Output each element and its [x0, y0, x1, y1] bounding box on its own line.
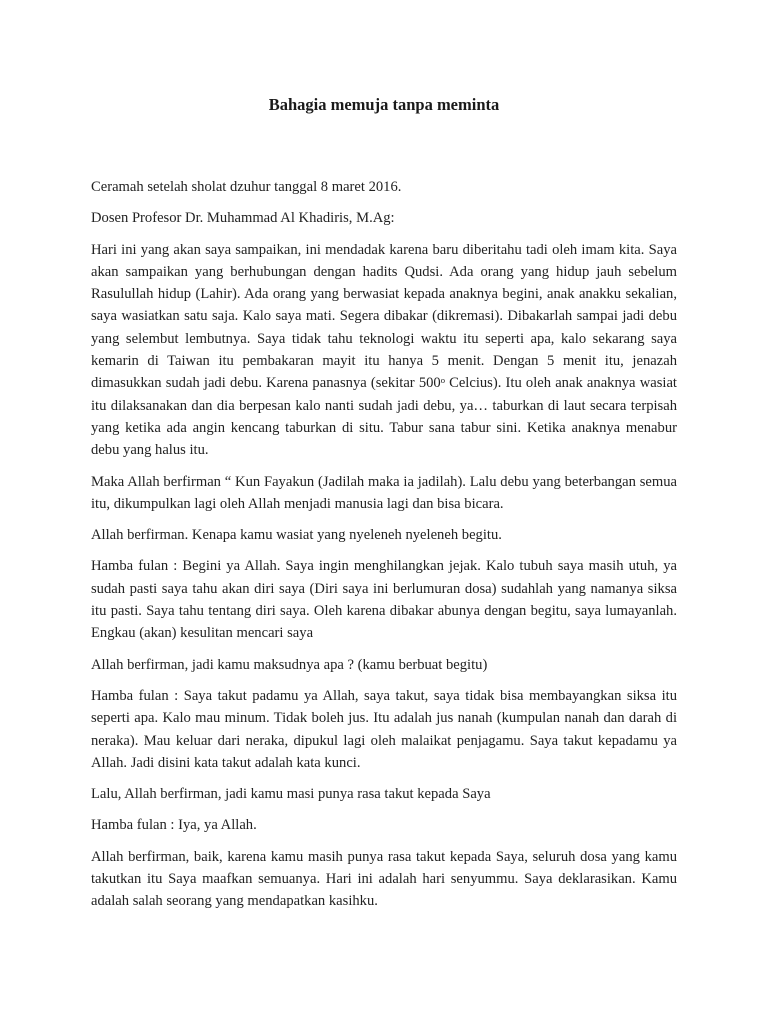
paragraph: Lalu, Allah berfirman, jadi kamu masi punya rasa takut kepada Saya — [91, 786, 491, 803]
paragraph: Hari ini yang akan saya sampaikan, ini mendadak karena baru diberitahu tadi oleh imam kita. Saya akan sampaikan yang berhubungan dengan hadits Qudsi. Ada orang yang hidup jauh sebelum Rasulullah hidup (Lahir). Ada orang yang berwasiat kepada anaknya begini, anak anakku sekalian, saya wasiatkan satu saja. Kalo saya mati. Segera dibakar (dikremasi). Dibakarlah sampai jadi debu yang selembut lembutnya. Saya tidak tahu teknologi waktu itu seperti apa, kalo sekarang saya kemarin di Taiwan itu pembakaran mayit itu hanya 5 menit. Dengan 5 menit itu, jenazah dimasukkan sudah jadi debu. Karena panasnya (sekitar 500ᵒ Celcius). Itu oleh anak anaknya wasiat itu dilaksanakan dan dia berpesan kalo nanti sudah jadi debu, ya… taburkan di laut secara terpisah yang ketika ada angin kencang taburkan di situ. Tabur sana tabur sini. Ketika anaknya menabur debu yang halus itu. — [91, 241, 677, 459]
paragraph: Maka Allah berfirman “ Kun Fayakun (Jadilah maka ia jadilah). Lalu debu yang beterbangan semua itu, dikumpulkan lagi oleh Allah menjadi manusia lagi dan bisa bicara. — [91, 473, 677, 512]
paragraph: Hamba fulan : Begini ya Allah. Saya ingin menghilangkan jejak. Kalo tubuh saya masih utuh, ya sudah pasti saya tahu akan diri saya (Diri saya ini berlumuran dosa) sudahlah yang namanya siksa itu pasti. Saya tahu tentang diri saya. Oleh karena dibakar abunya dengan begitu, saya lumayanlah. Engkau (akan) kesulitan mencari saya — [91, 558, 677, 642]
paragraph: Hamba fulan : Saya takut padamu ya Allah, saya takut, saya tidak bisa membayangkan siksa itu seperti apa. Kalo mau minum. Tidak boleh jus. Itu adalah jus nanah (kumpulan nanah dan darah di neraka). Mau keluar dari neraka, dipukul lagi oleh malaikat penjagamu. Saya takut kepadamu ya Allah. Jadi disini kata takut adalah kata kunci. — [91, 687, 677, 771]
document-body — [91, 176, 677, 922]
paragraph: Allah berfirman, jadi kamu maksudnya apa ? (kamu berbuat begitu) — [91, 656, 488, 673]
paragraph: Allah berfirman, baik, karena kamu masih punya rasa takut kepada Saya, seluruh dosa yang kamu takutkan itu Saya maafkan semuanya. Hari ini adalah hari senyummu. Saya deklarasikan. Kamu adalah salah seorang yang mendapatkan kasihku. — [91, 848, 677, 910]
paragraph: Hamba fulan : Iya, ya Allah. — [91, 817, 257, 834]
paragraph-opening: Ceramah setelah sholat dzuhur tanggal 8 maret 2016. — [91, 179, 402, 195]
document-title: Bahagia memuja tanpa meminta — [268, 95, 500, 114]
paragraph-speaker: Dosen Profesor Dr. Muhammad Al Khadiris, M.Ag: — [91, 210, 395, 227]
paragraph: Allah berfirman. Kenapa kamu wasiat yang nyeleneh nyeleneh begitu. — [91, 527, 502, 544]
